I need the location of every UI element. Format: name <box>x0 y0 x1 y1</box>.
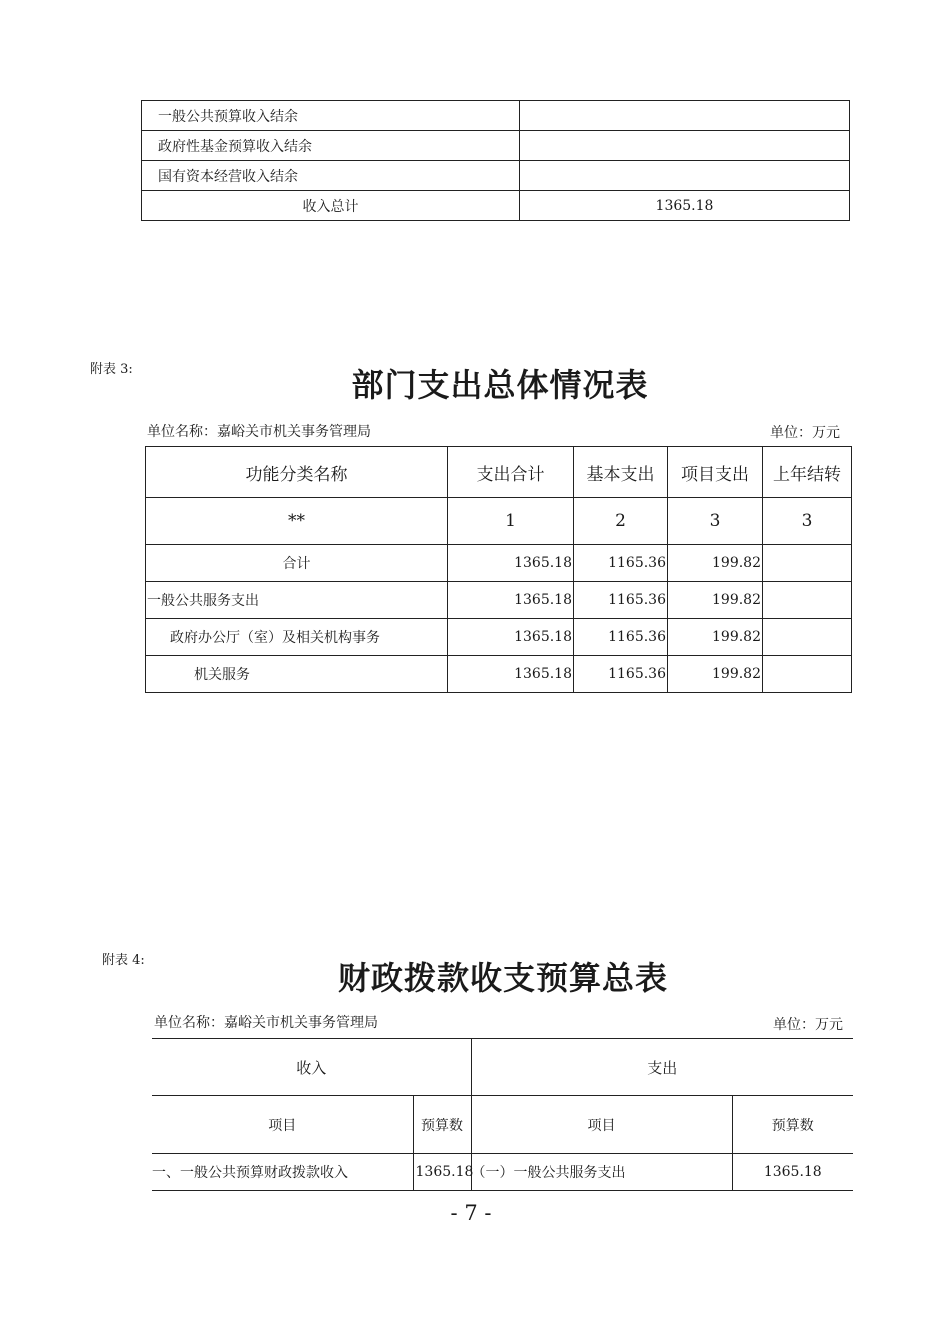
total-row <box>142 191 850 221</box>
unit-3: 单位：万元 <box>770 425 840 441</box>
table-row <box>142 101 850 131</box>
project-cell: 199.82 <box>668 619 763 656</box>
income-value: 1365.18 <box>413 1154 471 1191</box>
project-cell: 199.82 <box>668 656 763 693</box>
group-header-row <box>152 1039 853 1096</box>
index-cell: 1 <box>448 498 574 545</box>
category-name: 机关服务 <box>146 656 448 693</box>
income-item-header: 项目 <box>152 1096 413 1154</box>
table-row <box>146 619 852 656</box>
unit-4: 单位：万元 <box>773 1017 843 1033</box>
row-value <box>520 161 850 191</box>
fiscal-appropriation-table <box>152 1038 853 1191</box>
appendix-label-4: 附表 4: <box>102 953 145 968</box>
page-number: - 7 - <box>450 1201 492 1225</box>
header-cell: 功能分类名称 <box>146 447 448 498</box>
index-cell: 2 <box>574 498 668 545</box>
carry-cell <box>763 545 852 582</box>
header-row <box>146 447 852 498</box>
income-budget-header: 预算数 <box>413 1096 471 1154</box>
header-cell: 项目支出 <box>668 447 763 498</box>
expense-item: （一）一般公共服务支出 <box>471 1154 732 1191</box>
income-summary-table <box>141 100 850 221</box>
expense-value: 1365.18 <box>732 1154 853 1191</box>
basic-cell: 1165.36 <box>574 545 668 582</box>
row-label: 一般公共预算收入结余 <box>142 101 520 131</box>
total-cell: 1365.18 <box>448 619 574 656</box>
index-cell: 3 <box>668 498 763 545</box>
income-item: 一、一般公共预算财政拨款收入 <box>152 1154 413 1191</box>
total-cell: 1365.18 <box>448 545 574 582</box>
total-cell: 1365.18 <box>448 582 574 619</box>
income-group-header: 收入 <box>152 1039 471 1096</box>
expense-group-header: 支出 <box>471 1039 853 1096</box>
appendix-label-3: 附表 3: <box>90 362 133 377</box>
basic-cell: 1165.36 <box>574 656 668 693</box>
category-name: 政府办公厅（室）及相关机构事务 <box>146 619 448 656</box>
expense-budget-header: 预算数 <box>732 1096 853 1154</box>
section-title-3: 部门支出总体情况表 <box>351 366 649 404</box>
total-label: 收入总计 <box>142 191 520 221</box>
basic-cell: 1165.36 <box>574 582 668 619</box>
table-row <box>142 131 850 161</box>
row-value <box>520 131 850 161</box>
header-cell: 支出合计 <box>448 447 574 498</box>
carry-cell <box>763 656 852 693</box>
basic-cell: 1165.36 <box>574 619 668 656</box>
index-row <box>146 498 852 545</box>
section-title-4: 财政拨款收支预算总表 <box>337 959 668 997</box>
project-cell: 199.82 <box>668 545 763 582</box>
row-label: 政府性基金预算收入结余 <box>142 131 520 161</box>
total-value: 1365.18 <box>520 191 850 221</box>
carry-cell <box>763 619 852 656</box>
row-value <box>520 101 850 131</box>
total-cell: 1365.18 <box>448 656 574 693</box>
row-label: 国有资本经营收入结余 <box>142 161 520 191</box>
expenditure-overview-table <box>145 446 852 693</box>
category-name: 一般公共服务支出 <box>146 582 448 619</box>
header-cell: 上年结转 <box>763 447 852 498</box>
table-row <box>146 582 852 619</box>
header-cell: 基本支出 <box>574 447 668 498</box>
unit-name-4: 单位名称：嘉峪关市机关事务管理局 <box>154 1015 378 1031</box>
carry-cell <box>763 582 852 619</box>
index-cell: ** <box>146 498 448 545</box>
table-row <box>142 161 850 191</box>
category-name: 合计 <box>146 545 448 582</box>
table-row <box>146 545 852 582</box>
table-row <box>146 656 852 693</box>
project-cell: 199.82 <box>668 582 763 619</box>
unit-name-3: 单位名称：嘉峪关市机关事务管理局 <box>147 424 371 440</box>
table-row <box>152 1154 853 1191</box>
index-cell: 3 <box>763 498 852 545</box>
expense-item-header: 项目 <box>471 1096 732 1154</box>
sub-header-row <box>152 1096 853 1154</box>
